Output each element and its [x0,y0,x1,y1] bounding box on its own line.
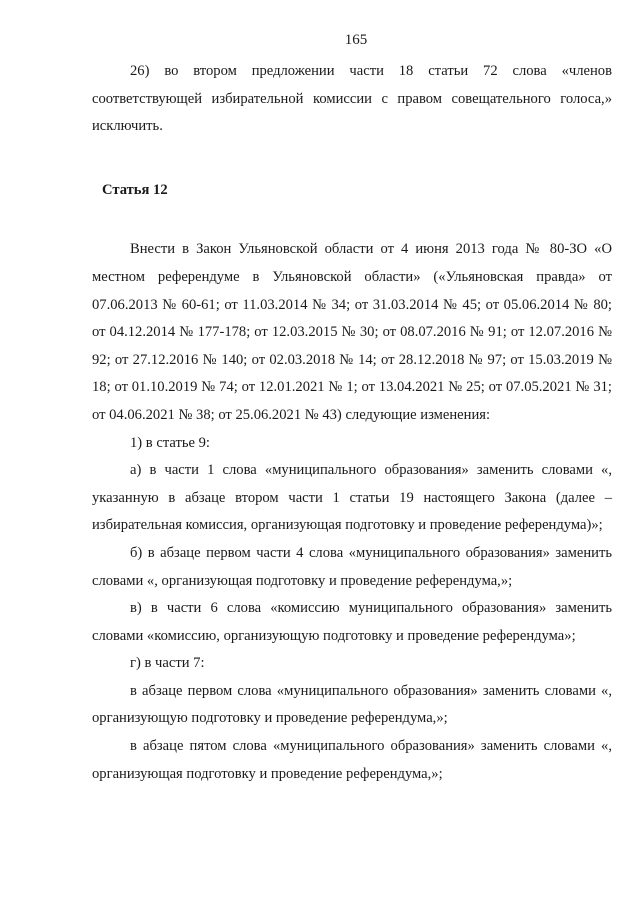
paragraph-abzac-5: в абзаце пятом слова «муниципального образования» заменить словами «, организующая подготовку и проведение референдума,»; [92,738,612,782]
paragraph-abzac-1: в абзаце первом слова «муниципального образования» заменить словами «, организующую подготовку и проведение референдума,»; [92,682,612,727]
spacer [92,204,612,236]
paragraph-intro: Внести в Закон Ульяновской области от 4 июня 2013 года № 80-ЗО «О местном референдуме в Ульяновской области» («Ульяновская правда» от 07.06.2013 № 60-61; от 11.03.2014 № 34; от 31.03.2014 № 45; от 05.06.2014 № 80; от 04.12.2014 № 177-178; от 12.03.2015 № 30; от 08.07.2016 № 91; от 12.07.2016 № 92; от 27.12.2016 № 140; от 02.03.2018 № 14; от 28.12.2018 № 97; от 15.03.2019 № 18; от 01.10.2019 № 74; от 12.01.2021 № 1; от 13.04.2021 № 25; от 07.05.2021 № 31; от 04.06.2021 № 38; от 25.06.2021 № 43) следующие изменения: [92,241,612,423]
paragraph-item-a: а) в части 1 слова «муниципального образования» заменить словами «, указанную в абзаце втором части 1 статьи 19 настоящего Закона (далее – избирательная комиссия, организующая подготовку и проведение референдума)»; [92,462,612,534]
article-heading: Статья 12 [102,181,168,198]
paragraph-item-26: 26) во втором предложении части 18 статьи 72 слова «членов соответствующей избирательной комиссии с правом совещательного голоса,» исключить. [92,63,612,135]
document-body [92,58,612,788]
paragraph-item-g: г) в части 7: [130,655,205,672]
spacer [92,141,612,177]
page-number: 165 [344,32,368,48]
paragraph-item-b: б) в абзаце первом части 4 слова «муниципального образования» заменить словами «, организующая подготовку и проведение референдума,»; [92,544,612,589]
paragraph-item-v: в) в части 6 слова «комиссию муниципального образования» заменить словами «комиссию, организующую подготовку и проведение референдума»; [92,600,612,644]
paragraph-item-1: 1) в статье 9: [130,434,210,451]
